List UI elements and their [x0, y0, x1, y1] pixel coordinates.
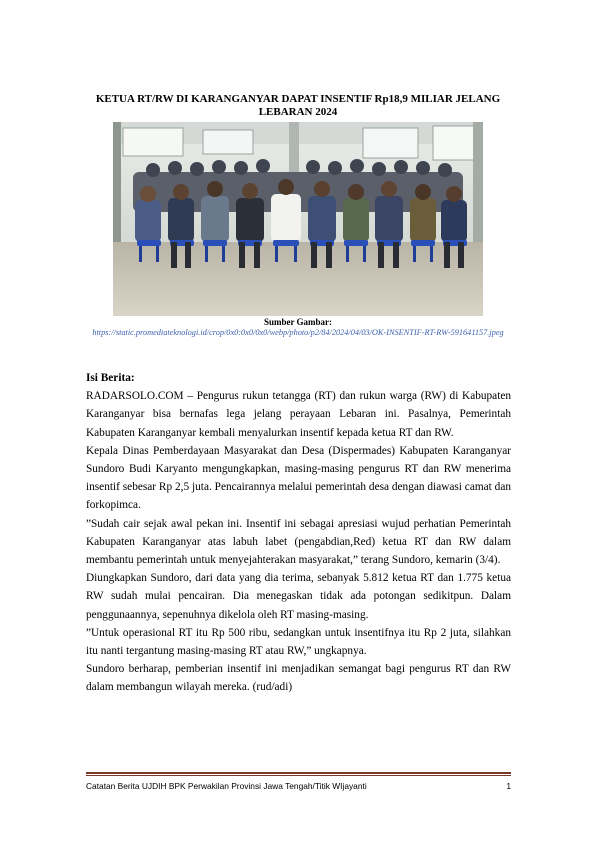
article-title: KETUA RT/RW DI KARANGANYAR DAPAT INSENTIF Rp18,9 MILIAR JELANG LEBARAN 2024 [95, 93, 501, 118]
paragraph: Sundoro berharap, pemberian insentif ini menjadikan semangat bagi pengurus RT dan RW dalam membangun wilayah mereka. (rud/adi) [86, 663, 511, 694]
page-number: 1 [506, 781, 511, 791]
paragraph: RADARSOLO.COM – Pengurus rukun tetangga (RT) dan rukun warga (RW) di Kabupaten Karanganyar bisa bernafas lega jelang perayaan Lebaran ini. Pasalnya, Pemerintah Kabupaten Karanganyar kembali menyalurkan insentif kepada ketua RT dan RW. [86, 390, 511, 439]
section-label: Isi Berita: [86, 372, 135, 384]
footer-rule [86, 772, 511, 774]
footer-rule-thin [86, 775, 511, 776]
paragraph: Kepala Dinas Pemberdayaan Masyarakat dan Desa (Dispermades) Kabupaten Karanganyar Sundoro Budi Karyanto mengungkapkan, masing-masing pengurus RT dan RW menerima insentif sebesar Rp 2,5 juta. Pencairannya melalui pemerintah desa dengan diawasi camat dan forkopimca. [86, 444, 511, 512]
footer-text: Catatan Berita UJDIH BPK Perwakilan Provinsi Jawa Tengah/Titik WIjayanti [86, 781, 367, 791]
image-source-url[interactable]: https://static.promediateknologi.id/crop/0x0:0x0/0x0/webp/photo/p2/84/2024/04/03/OK-INSENTIF-RT-RW-591641157.jpeg [92, 328, 504, 337]
article-photo [113, 122, 483, 316]
paragraph: Diungkapkan Sundoro, dari data yang dia terima, sebanyak 5.812 ketua RT dan 1.775 ketua RW sudah mulai pencairan. Dia menegaskan tidak ada potongan sedikitpun. Dalam penggunaannya, sepenuhnya dikelola oleh RT masing-masing. [86, 572, 511, 621]
image-source-label: Sumber Gambar: [263, 317, 333, 327]
article-body [86, 369, 511, 697]
page-footer [86, 781, 511, 791]
paragraph: ”Untuk operasional RT itu Rp 500 ribu, sedangkan untuk insentifnya itu Rp 2 juta, silahkan itu nanti tergantung masing-masing RT atau RW,” ungkapnya. [86, 626, 511, 658]
paragraph: ”Sudah cair sejak awal pekan ini. Insentif ini sebagai apresiasi wujud perhatian Pemerintah Kabupaten Karanganyar atas labuh labet (pengabdian,Red) ketua RT dan RW dalam membantu pemerintah untuk menyejahterakan masyarakat,” terang Sundoro, kemarin (3/4). [86, 517, 511, 567]
